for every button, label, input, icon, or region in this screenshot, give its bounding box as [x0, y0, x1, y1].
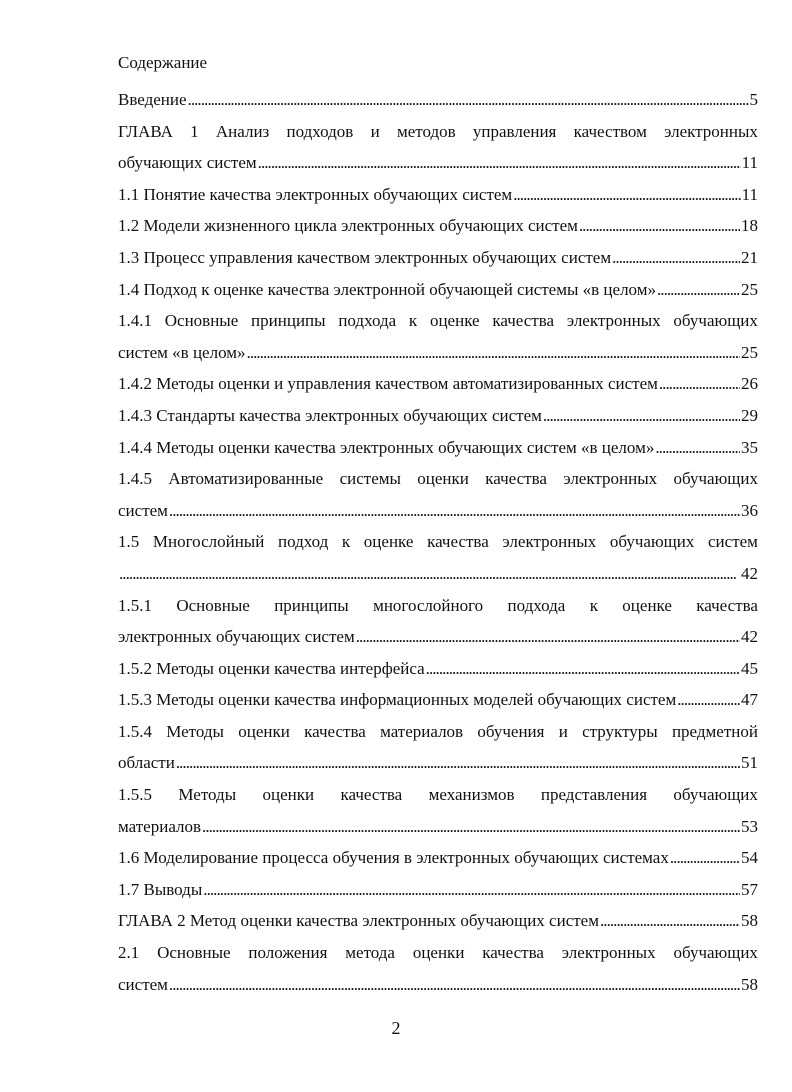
dot-leader [579, 210, 740, 242]
toc-entry-word: оценки [417, 469, 469, 489]
toc-entry-word: Методы [166, 721, 224, 741]
toc-entry-page: 36 [741, 500, 758, 520]
toc-entry-word: обучающих [673, 943, 758, 963]
toc-entry-word: структуры [582, 721, 658, 741]
toc-entry-page: 11 [741, 184, 758, 204]
dot-leader [247, 337, 740, 369]
toc-entry-page: 18 [741, 216, 758, 236]
toc-entry-title: 1.4.4 Методы оценки качества электронных обучающих систем «в целом» [118, 437, 655, 457]
toc-entry-word: обучающих [673, 785, 758, 805]
dot-leader [356, 621, 740, 653]
toc-entry-word: оценке [429, 311, 480, 331]
toc-entry-title: 1.4 Подход к оценке качества электронной обучающей системы «в целом» [118, 279, 656, 299]
toc-entry-page: 25 [741, 279, 758, 299]
toc-entry-word: к [589, 595, 598, 615]
toc-entry-word: предметной [671, 721, 758, 741]
toc-entry [118, 716, 758, 748]
toc-entry-word: электронных [563, 469, 658, 489]
toc-entry-word: электронных [566, 311, 661, 331]
toc-entry-word: принципы [274, 595, 349, 615]
toc-entry [118, 400, 758, 432]
toc-entry-word: Основные [157, 943, 231, 963]
toc-entry-word: представления [540, 785, 648, 805]
toc-entry-title: 1.4.3 Стандарты качества электронных обучающих систем [118, 405, 542, 425]
toc-entry-page: 25 [741, 342, 758, 362]
toc-entry-title-rest: материалов [118, 816, 202, 836]
toc-entry-continuation [118, 495, 758, 527]
dot-leader [677, 684, 740, 716]
toc-entry-title: 1.6 Моделирование процесса обучения в электронных обучающих системах [118, 848, 669, 868]
toc-entry-word: качества [492, 311, 555, 331]
dot-leader [202, 811, 740, 843]
toc-entry-continuation [118, 558, 758, 590]
toc-entry-word: систем [708, 532, 758, 552]
toc-entry [118, 842, 758, 874]
toc-entry-word: 2.1 [118, 943, 140, 963]
toc-entry-page: 21 [741, 247, 758, 267]
toc-entry-word: многослойного [373, 595, 484, 615]
toc-entry-continuation [118, 811, 758, 843]
toc-entry-page: 11 [741, 153, 758, 173]
dot-leader [600, 905, 740, 937]
toc-entry-page: 42 [741, 563, 758, 583]
dot-leader [543, 400, 740, 432]
toc-heading: Содержание [118, 53, 208, 72]
toc-entry-title: 1.1 Понятие качества электронных обучающих систем [118, 184, 513, 204]
toc-entry-word: к [341, 532, 351, 552]
toc-entry-word: механизмов [428, 785, 515, 805]
toc-entry-word: Основные [164, 311, 239, 331]
toc-entry-title: 1.7 Выводы [118, 879, 203, 899]
toc-entry-word: качества [304, 721, 366, 741]
dot-leader [659, 368, 740, 400]
dot-leader [258, 147, 741, 179]
toc-entry-title: 1.4.2 Методы оценки и управления качеством автоматизированных систем [118, 374, 658, 394]
dot-leader [119, 558, 740, 590]
toc-entry-word: 1 [190, 121, 199, 141]
toc-entry-page: 26 [741, 374, 758, 394]
toc-entry-continuation [118, 147, 758, 179]
toc-entry [118, 590, 758, 622]
toc-entry-word: подхода [338, 311, 397, 331]
toc-entry-word: ГЛАВА [118, 121, 173, 141]
dot-leader [657, 274, 740, 306]
toc-entry-title: 1.5.2 Методы оценки качества интерфейса [118, 658, 425, 678]
toc-entry-page: 29 [741, 405, 758, 425]
toc-entry-page: 58 [741, 974, 758, 994]
toc-entry-word: управления [472, 121, 557, 141]
dot-leader [426, 653, 740, 685]
toc-entry-page: 58 [741, 911, 758, 931]
toc-entry-word: качества [482, 943, 544, 963]
toc-entry-word: оценке [622, 595, 672, 615]
toc-entry-word: 1.5.4 [118, 721, 152, 741]
toc-entry [118, 368, 758, 400]
dot-leader [169, 969, 740, 1001]
toc-entry-word: оценке [363, 532, 414, 552]
dot-leader [176, 747, 740, 779]
toc-entry-title-rest: систем [118, 974, 168, 994]
toc-entry-word: материалов [380, 721, 464, 741]
table-of-contents [118, 84, 758, 1000]
toc-entry-word: методов [396, 121, 456, 141]
toc-entry-title: ГЛАВА 2 Метод оценки качества электронных обучающих систем [118, 911, 599, 931]
toc-entry-word: принципы [251, 311, 326, 331]
toc-entry-word: подхода [507, 595, 566, 615]
toc-entry-continuation [118, 747, 758, 779]
toc-entry-word: оценки [238, 721, 290, 741]
toc-entry-title-rest: обучающих систем [118, 153, 257, 173]
toc-entry-word: 1.4.1 [118, 311, 152, 331]
toc-entry-word: 1.5 [118, 532, 140, 552]
dot-leader [203, 874, 740, 906]
toc-entry-word: качества [696, 595, 758, 615]
toc-entry-word: Основные [176, 595, 250, 615]
toc-entry-word: 1.4.5 [118, 469, 152, 489]
toc-entry-word: качества [427, 532, 489, 552]
toc-entry [118, 526, 758, 558]
toc-entry [118, 937, 758, 969]
toc-entry-word: оценки [262, 785, 315, 805]
toc-entry-page: 35 [741, 437, 758, 457]
toc-entry-word: качества [485, 469, 547, 489]
toc-entry-word: метода [345, 943, 395, 963]
toc-entry-title-rest: систем [118, 500, 168, 520]
toc-entry [118, 463, 758, 495]
toc-entry-page: 5 [749, 90, 758, 109]
dot-leader [612, 242, 740, 274]
toc-entry-word: подходов [286, 121, 354, 141]
toc-entry [118, 684, 758, 716]
toc-entry [118, 179, 758, 211]
toc-entry-title: 1.3 Процесс управления качеством электронных обучающих систем [118, 247, 612, 267]
toc-entry-title: 1.2 Модели жизненного цикла электронных обучающих систем [118, 216, 578, 236]
toc-entry-page: 51 [741, 753, 758, 773]
toc-entry-page: 57 [741, 879, 758, 899]
toc-entry [118, 116, 758, 148]
toc-entry-page: 42 [741, 627, 758, 647]
toc-entry-title: 1.5.3 Методы оценки качества информационных моделей обучающих систем [118, 690, 677, 710]
dot-leader [188, 84, 749, 116]
toc-entry-page: 53 [741, 816, 758, 836]
page-number: 2 [391, 1018, 401, 1038]
toc-entry [118, 779, 758, 811]
toc-entry-word: подход [277, 532, 329, 552]
toc-entry-word: качеством [573, 121, 647, 141]
toc-entry-continuation [118, 969, 758, 1001]
toc-entry [118, 874, 758, 906]
toc-entry [118, 84, 758, 116]
dot-leader [670, 842, 740, 874]
toc-entry-word: к [408, 311, 418, 331]
toc-entry-word: 1.5.1 [118, 595, 152, 615]
toc-entry-page: 54 [741, 848, 758, 868]
toc-entry [118, 305, 758, 337]
toc-entry [118, 653, 758, 685]
toc-entry-page: 47 [741, 690, 758, 710]
toc-entry-continuation [118, 337, 758, 369]
toc-entry-word: Методы [178, 785, 237, 805]
toc-entry-word: и [370, 121, 380, 141]
toc-entry-continuation [118, 621, 758, 653]
toc-entry [118, 905, 758, 937]
toc-entry-word: обучающих [609, 532, 695, 552]
toc-entry-title: Введение [118, 90, 187, 109]
toc-entry-word: оценки [412, 943, 465, 963]
toc-entry-word: электронных [502, 532, 597, 552]
dot-leader [513, 179, 740, 211]
toc-entry-title-rest: электронных обучающих систем [118, 627, 355, 647]
toc-entry-word: обучающих [673, 469, 758, 489]
dot-leader [169, 495, 740, 527]
toc-entry-title-rest: систем «в целом» [118, 342, 246, 362]
toc-entry-word: 1.5.5 [118, 785, 152, 805]
toc-entry [118, 210, 758, 242]
toc-entry-word: и [558, 721, 568, 741]
toc-entry-word: системы [339, 469, 401, 489]
toc-entry-word: положения [248, 943, 328, 963]
toc-entry [118, 432, 758, 464]
toc-entry-word: электронных [664, 121, 758, 141]
toc-entry-page: 45 [741, 658, 758, 678]
toc-entry-word: электронных [561, 943, 656, 963]
toc-entry-word: качества [340, 785, 403, 805]
toc-entry-word: обучающих [673, 311, 758, 331]
toc-entry [118, 274, 758, 306]
toc-entry-word: Анализ [215, 121, 270, 141]
toc-entry [118, 242, 758, 274]
toc-entry-word: обучения [477, 721, 545, 741]
dot-leader [655, 432, 740, 464]
toc-entry-word: Многослойный [152, 532, 265, 552]
toc-entry-word: Автоматизированные [168, 469, 324, 489]
toc-entry-title-rest: области [118, 753, 175, 773]
